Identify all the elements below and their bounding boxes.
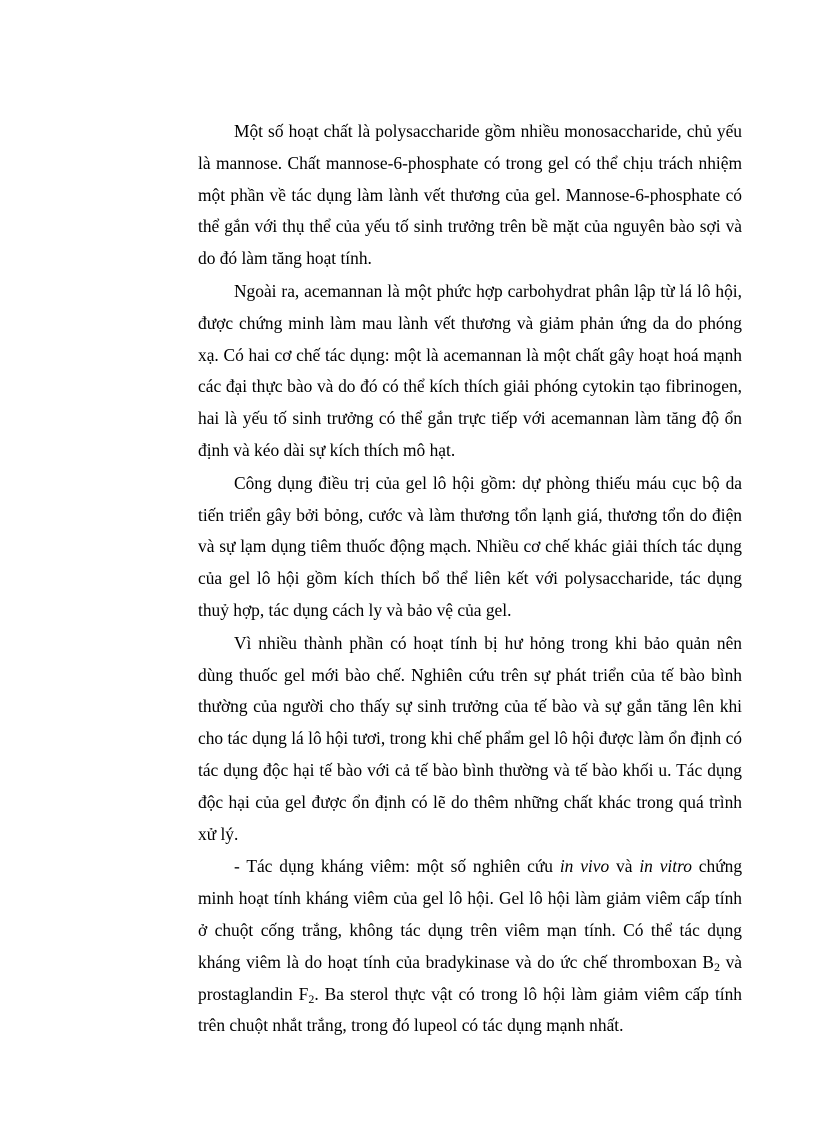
subscript: 2 bbox=[713, 959, 720, 974]
text-run: và bbox=[609, 856, 640, 877]
text-run: - Tác dụng kháng viêm: một số nghiên cứu bbox=[234, 856, 560, 877]
italic-term: in vivo bbox=[559, 856, 610, 877]
body-text bbox=[198, 116, 742, 1042]
anti-inflammatory-paragraph bbox=[198, 851, 742, 1042]
paragraph: Ngoài ra, acemannan là một phức hợp carbohydrat phân lập từ lá lô hội, được chứng minh làm mau lành vết thương và giảm phản ứng da do phóng xạ. Có hai cơ chế tác dụng: một là acemannan là một chất gây hoạt hoá mạnh các đại thực bào và do đó có thể kích thích giải phóng cytokin tạo fibrinogen, hai là yếu tố sinh trưởng có thể gắn trực tiếp với acemannan làm tăng độ ổn định và kéo dài sự kích thích mô hạt. bbox=[198, 280, 742, 460]
paragraph: Vì nhiều thành phần có hoạt tính bị hư hỏng trong khi bảo quản nên dùng thuốc gel mới bào chế. Nghiên cứu trên sự phát triển của tế bào bình thường của người cho thấy sự sinh trưởng của tế bào và sự gắn tăng lên khi cho tác dụng lá lô hội tươi, trong khi chế phẩm gel lô hội được làm ổn định có tác dụng độc hại tế bào với cả tế bào bình thường và tế bào khối u. Tác dụng độc hại của gel được ổn định có lẽ do thêm những chất khác trong quá trình xử lý. bbox=[198, 632, 742, 844]
paragraph: Một số hoạt chất là polysaccharide gồm nhiều monosaccharide, chủ yếu là mannose. Chất mannose-6-phosphate có trong gel có thể chịu trách nhiệm một phần về tác dụng làm lành vết thương của gel. Mannose-6-phosphate có thể gắn với thụ thể của yếu tố sinh trưởng trên bề mặt của nguyên bào sợi và do đó làm tăng hoạt tính. bbox=[198, 121, 742, 269]
italic-term: in vitro bbox=[639, 856, 692, 877]
text-run: và prostaglandin F bbox=[198, 951, 743, 1004]
text-run: . Ba sterol thực vật có trong lô hội làm giảm viêm cấp tính trên chuột nhắt trắng, trong đó lupeol có tác dụng mạnh nhất. bbox=[198, 983, 743, 1036]
paragraph: Công dụng điều trị của gel lô hội gồm: dự phòng thiếu máu cục bộ da tiến triển gây bởi bỏng, cước và làm thương tổn lạnh giá, thương tổn do điện và sự lạm dụng tiêm thuốc động mạch. Nhiều cơ chế khác giải thích tác dụng của gel lô hội gồm kích thích bổ thể liên kết với polysaccharide, tác dụng thuỷ hợp, tác dụng cách ly và bảo vệ của gel. bbox=[198, 472, 742, 620]
subscript: 2 bbox=[308, 991, 315, 1006]
text-run: chứng minh hoạt tính kháng viêm của gel lô hội. Gel lô hội làm giảm viêm cấp tính ở chuột cống trắng, không tác dụng trên viêm mạn tính. Có thể tác dụng kháng viêm là do hoạt tính của bradykinase và do ức chế thromboxan B bbox=[198, 856, 743, 972]
